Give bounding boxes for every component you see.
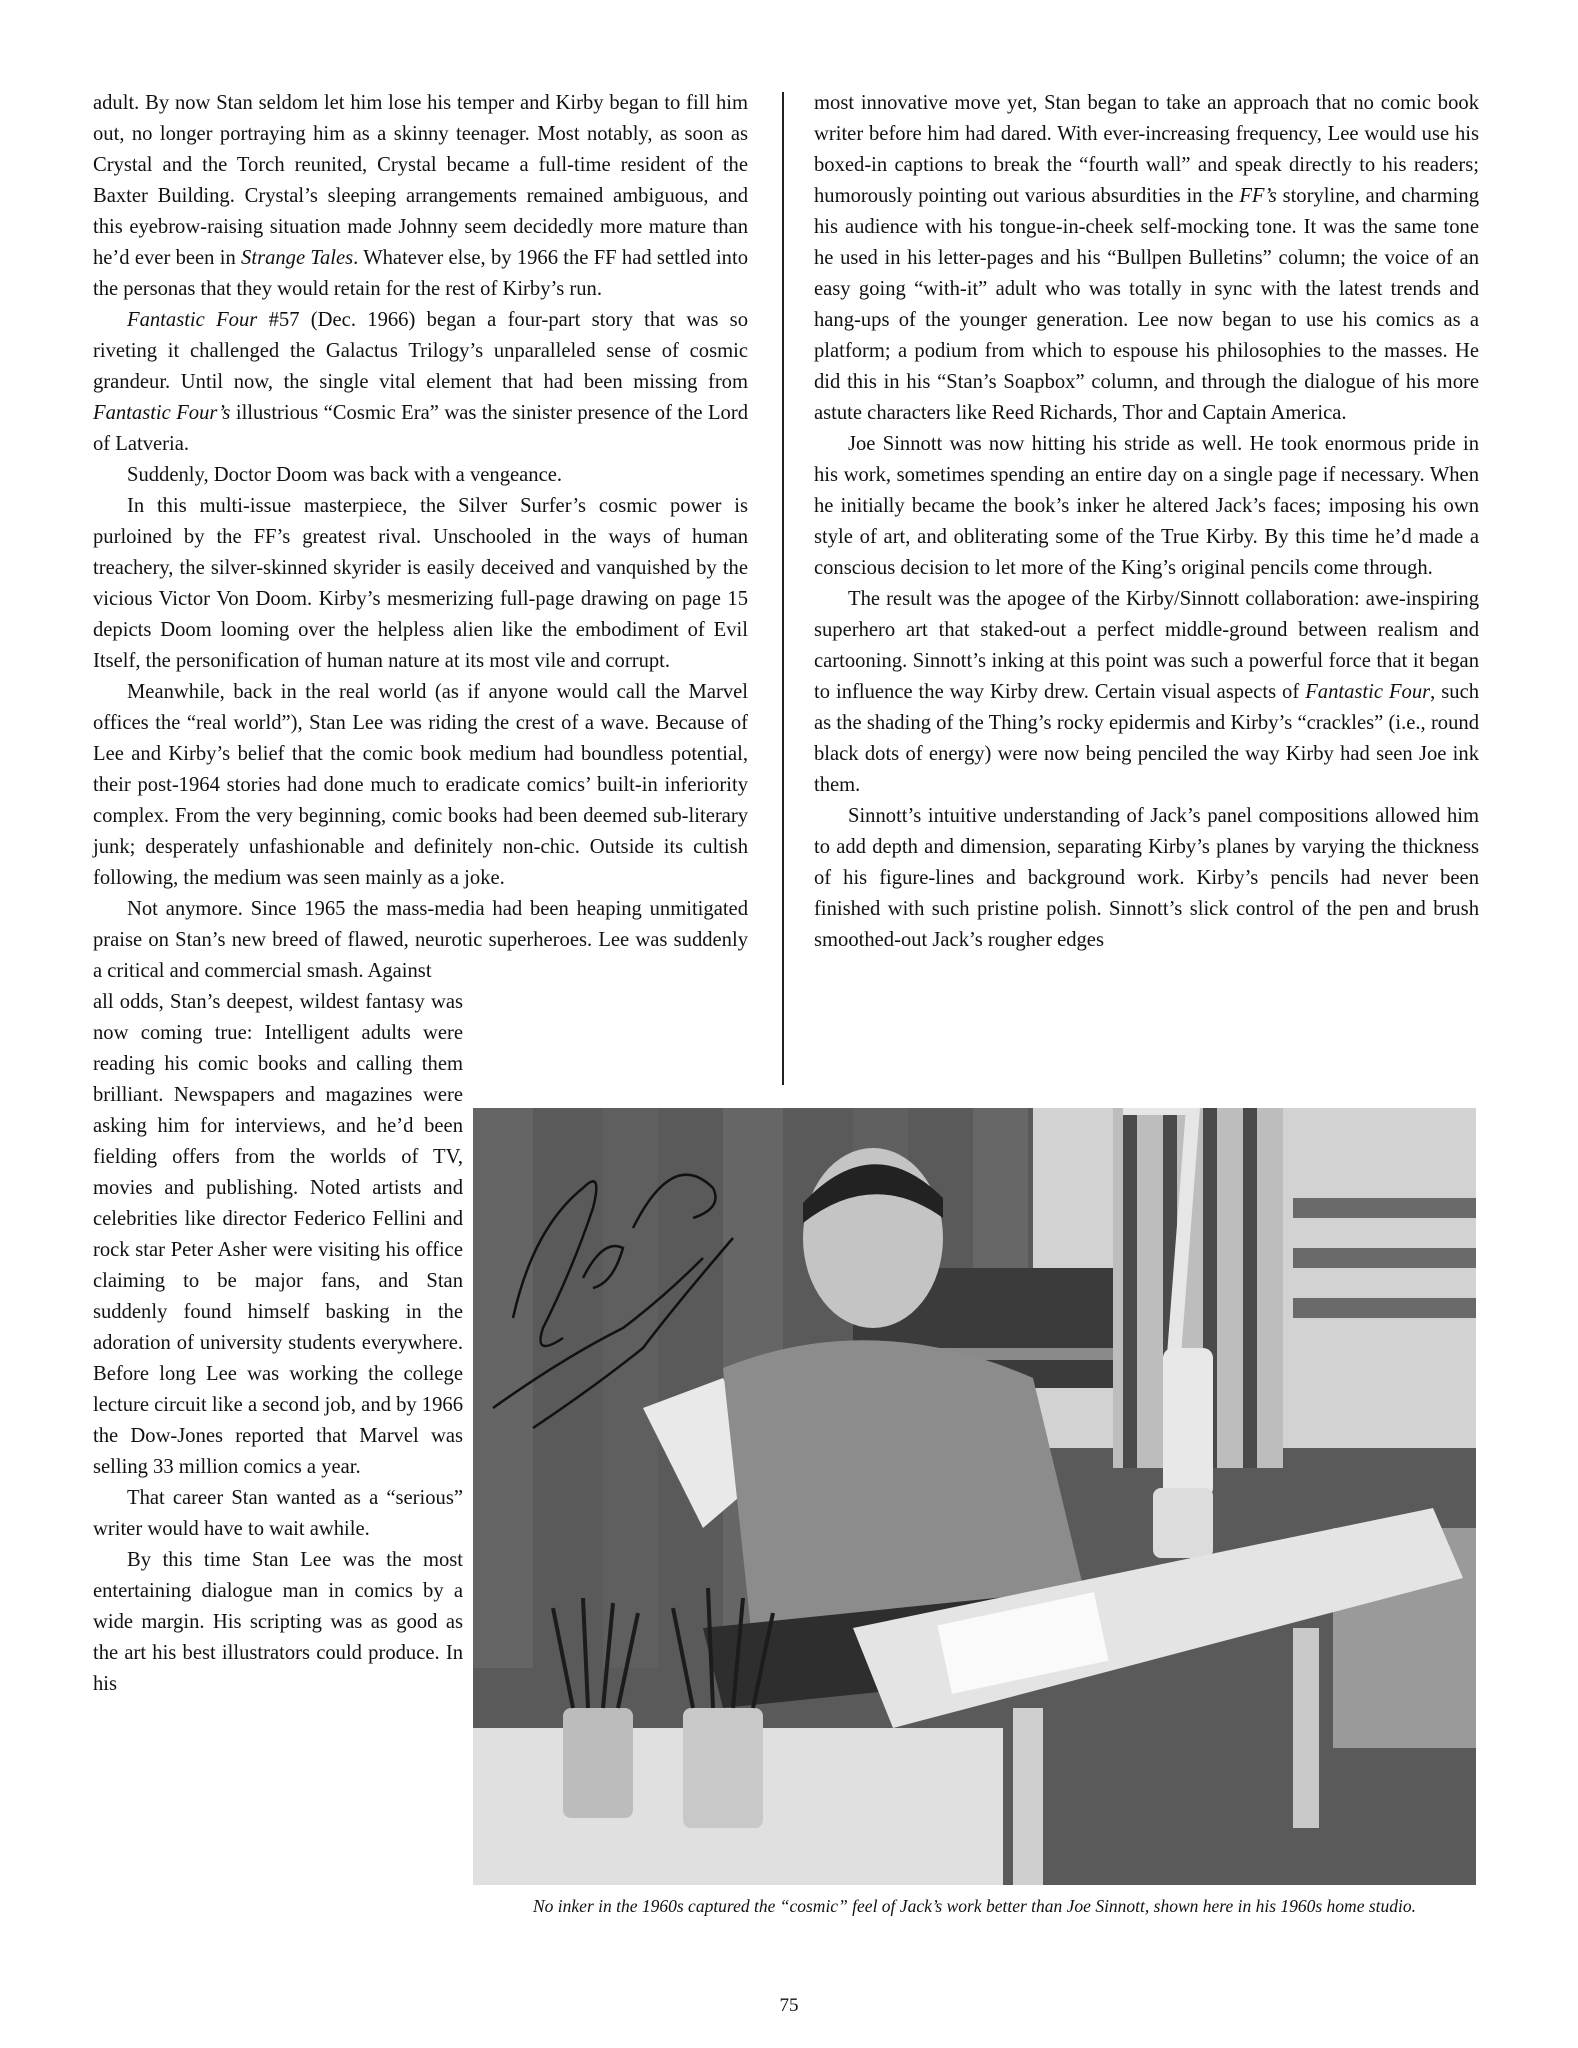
left-paragraph-8: By this time Stan Lee was the most entertaining dialogue man in comics by a wide margin. His scripting was as good as the art his best illustrators could produce. In his [93,1549,463,1695]
studio-photo [473,1108,1476,1885]
left-paragraph-5: Meanwhile, back in the real world (as if anyone would call the Marvel offices the “real world”), Stan Lee was riding the crest of a wave. Because of Lee and Kirby’s belief that the comic book medium had boundless potential, their post-1964 stories had done much to eradicate comics’ built-in inferiority complex. From the very beginning, comic books had been deemed sub-literary junk; desperately unfashionable and definitely non-chic. Outside its cultish following, the medium was seen mainly as a joke. [93,681,748,889]
right-paragraph-2: Joe Sinnott was now hitting his stride as well. He took enormous pride in his work, sometimes spending an entire day on a single page if necessary. When he initially became the book’s inker he altered Jack’s faces; imposing his own style of art, and obliterating some of the True Kirby. By this time he’d made a conscious decision to let more of the King’s original pencils come through. [814,433,1479,579]
right-paragraph-4: Sinnott’s intuitive understanding of Jack’s panel compositions allowed him to add depth and dimension, separating Kirby’s planes by varying the thickness of his figure-lines and background work. Kirby’s pencils had never been finished with such pristine polish. Sinnott’s slick control of the pen and brush smoothed-out Jack’s rougher edges [814,805,1479,951]
photo-caption: No inker in the 1960s captured the “cosmic” feel of Jack’s work better than Joe Sinnott, shown here in his 1960s home studio. [533,1896,1416,1916]
left-paragraph-6: Not anymore. Since 1965 the mass-media had been heaping unmitigated praise on Stan’s new breed of flawed, neurotic superheroes. Lee was suddenly a critical and commercial smash. Against [93,898,748,982]
left-paragraph-3: Suddenly, Doctor Doom was back with a vengeance. [127,464,563,486]
right-paragraph-1: most innovative move yet, Stan began to take an approach that no comic book writer before him had dared. With ever-increasing frequency, Lee would use his boxed-in captions to break the “fourth wall” and speak directly to his readers; humorously pointing out various absurdities in the FF’s storyline, and charming his audience with his tongue-in-cheek self-mocking tone. It was the same tone he used in his letter-pages and his “Bullpen Bulletins” column; the voice of an easy going “with-it” adult who was totally in sync with the latest trends and hang-ups of the younger generation. Lee now began to use his comics as a platform; a podium from which to espouse his philosophies to the masses. He did this in his “Stan’s Soapbox” column, and through the dialogue of his more astute characters like Reed Richards, Thor and Captain America. [814,92,1479,424]
page-number: 75 [779,1995,799,2016]
right-paragraph-3: The result was the apogee of the Kirby/Sinnott collaboration: awe-inspiring superhero art that staked-out a perfect middle-ground between realism and cartooning. Sinnott’s inking at this point was such a powerful force that it began to influence the way Kirby drew. Certain visual aspects of Fantastic Four, such as the shading of the Thing’s rocky epidermis and Kirby’s “crackles” (i.e., round black dots of energy) were now being penciled the way Kirby had seen Joe ink them. [814,588,1479,796]
left-paragraph-7: That career Stan wanted as a “serious” writer would have to wait awhile. [93,1487,463,1540]
column-divider [782,92,784,1085]
left-paragraph-6-continued: all odds, Stan’s deepest, wildest fantasy was now coming true: Intelligent adults were reading his comic books and calling them brilliant. Newspapers and magazines were asking him for interviews, and he’d been fielding offers from the worlds of TV, movies and publishing. Noted artists and celebrities like director Federico Fellini and rock star Peter Asher were visiting his office claiming to be major fans, and Stan suddenly found himself basking in the adoration of university students everywhere. Before long Lee was working the college lecture circuit like a second job, and by 1966 the Dow-Jones reported that Marvel was selling 33 million comics a year. [93,991,463,1478]
left-paragraph-2: Fantastic Four #57 (Dec. 1966) began a four-part story that was so riveting it challenged the Galactus Trilogy’s unparalleled sense of cosmic grandeur. Until now, the single vital element that had been missing from Fantastic Four’s illustrious “Cosmic Era” was the sinister presence of the Lord of Latveria. [93,309,749,455]
studio-photo-illustration [473,1108,1476,1885]
right-column [814,88,1479,956]
left-paragraph-4: In this multi-issue masterpiece, the Silver Surfer’s cosmic power is purloined by the FF’s greatest rival. Unschooled in the ways of human treachery, the silver-skinned skyrider is easily deceived and vanquished by the vicious Victor Von Doom. Kirby’s mesmerizing full-page drawing on page 15 depicts Doom looming over the helpless alien like the embodiment of Evil Itself, the personification of human nature at its most vile and corrupt. [93,495,748,672]
left-paragraph-1: adult. By now Stan seldom let him lose his temper and Kirby began to fill him out, no longer portraying him as a skinny teenager. Most notably, as soon as Crystal and the Torch reunited, Crystal became a full-time resident of the Baxter Building. Crystal’s sleeping arrangements remained ambiguous, and this eyebrow-raising situation made Johnny seem decidedly more mature than he’d ever been in Strange Tales. Whatever else, by 1966 the FF had settled into the personas that they would retain for the rest of Kirby’s run. [93,92,749,300]
